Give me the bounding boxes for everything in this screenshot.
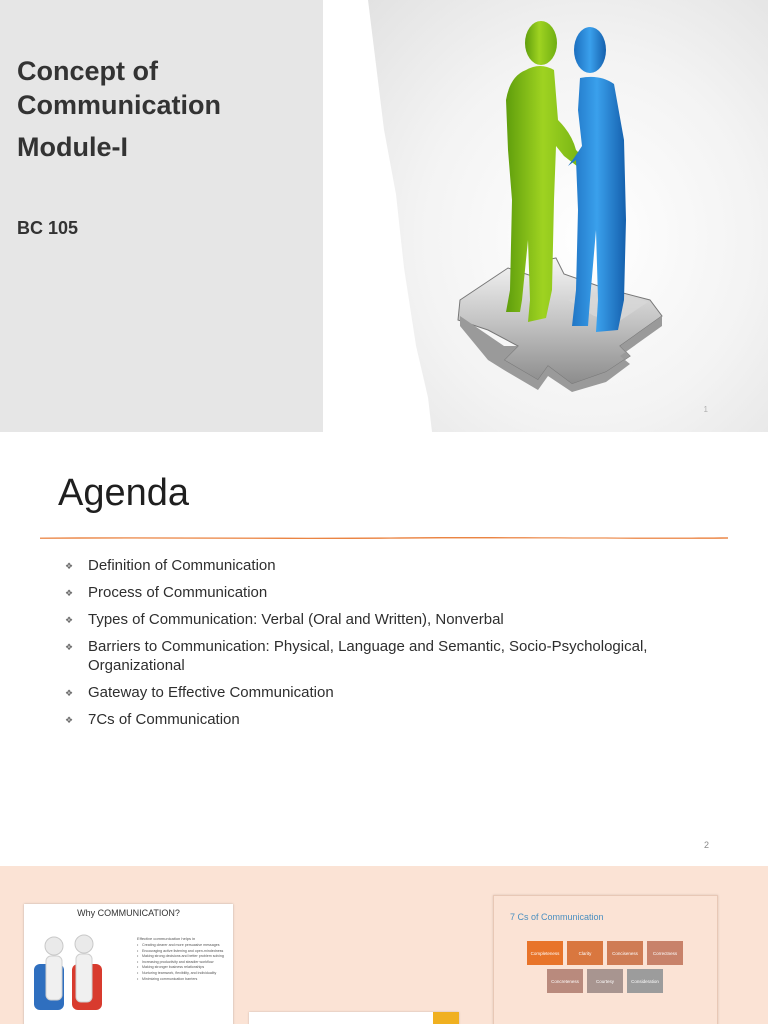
- why-communication-thumbnail: [24, 904, 233, 1024]
- title-slide: [0, 0, 768, 432]
- list-item: • Encouraging active listening and open-mindedness: [137, 949, 229, 953]
- thumbnail-lead: Effective communication helps in: [137, 936, 196, 941]
- partial-thumbnail: [249, 1012, 459, 1024]
- thumbnail-title: Why COMMUNICATION?: [77, 908, 180, 918]
- c-box-completeness: Completeness: [527, 941, 563, 965]
- list-item: • Increasing productivity and steadier workflow: [137, 960, 229, 964]
- page-number: 1: [703, 405, 708, 414]
- thumbnail-title: 7 Cs of Communication: [510, 912, 604, 922]
- green-figure-graphic: [506, 21, 588, 322]
- list-item: • Minimizing communication barriers: [137, 977, 229, 981]
- slide-title: Concept of Communication: [17, 56, 222, 120]
- title-panel: [0, 0, 323, 432]
- list-item: • Making strong decisions and better problem solving: [137, 954, 229, 958]
- two-figures-chairs-graphic: [32, 934, 132, 1024]
- diamond-bullet-icon: ❖: [65, 715, 74, 725]
- puzzle-pieces-graphic: [458, 258, 662, 392]
- c-box-conciseness: Conciseness: [607, 941, 643, 965]
- agenda-title: Agenda: [58, 472, 190, 514]
- list-item: • Making stronger business relationships: [137, 965, 229, 969]
- list-item: ❖ Barriers to Communication: Physical, Language and Semantic, Socio-Psychological, Organizational: [65, 638, 648, 674]
- c-box-correctness: Correctness: [647, 941, 683, 965]
- list-item: • Creating clearer and more persuasive messages: [137, 943, 229, 947]
- c-box-courtesy: Courtesy: [587, 969, 623, 993]
- list-item: ❖ 7Cs of Communication: [65, 711, 240, 728]
- thumbnail-list: [137, 943, 229, 982]
- list-item: ❖ Types of Communication: Verbal (Oral and Written), Nonverbal: [65, 611, 504, 628]
- c-box-clarity: Clarity: [567, 941, 603, 965]
- title-underline: [40, 535, 728, 540]
- agenda-list: [62, 556, 722, 737]
- list-item: • Nurturing teamwork, flexibility, and individuality: [137, 971, 229, 975]
- list-item: ❖ Process of Communication: [65, 584, 268, 601]
- diamond-bullet-icon: ❖: [65, 561, 74, 571]
- diamond-bullet-icon: ❖: [65, 688, 74, 698]
- c-box-concreteness: Concreteness: [547, 969, 583, 993]
- seven-cs-thumbnail: [493, 895, 718, 1024]
- module-label: Module-I: [17, 132, 128, 162]
- diamond-bullet-icon: ❖: [65, 588, 74, 598]
- page-number: 2: [704, 840, 710, 850]
- c-box-consideration: Consideration: [627, 969, 663, 993]
- accent-block: [433, 1012, 459, 1024]
- course-code: BC 105: [17, 218, 79, 238]
- thumbnail-slide: [0, 866, 768, 1024]
- handshake-puzzle-image: [368, 0, 768, 432]
- diamond-bullet-icon: ❖: [65, 642, 74, 652]
- agenda-slide: [0, 440, 768, 866]
- list-item: ❖ Definition of Communication: [65, 557, 276, 574]
- list-item: ❖ Gateway to Effective Communication: [65, 684, 334, 701]
- diamond-bullet-icon: ❖: [65, 615, 74, 625]
